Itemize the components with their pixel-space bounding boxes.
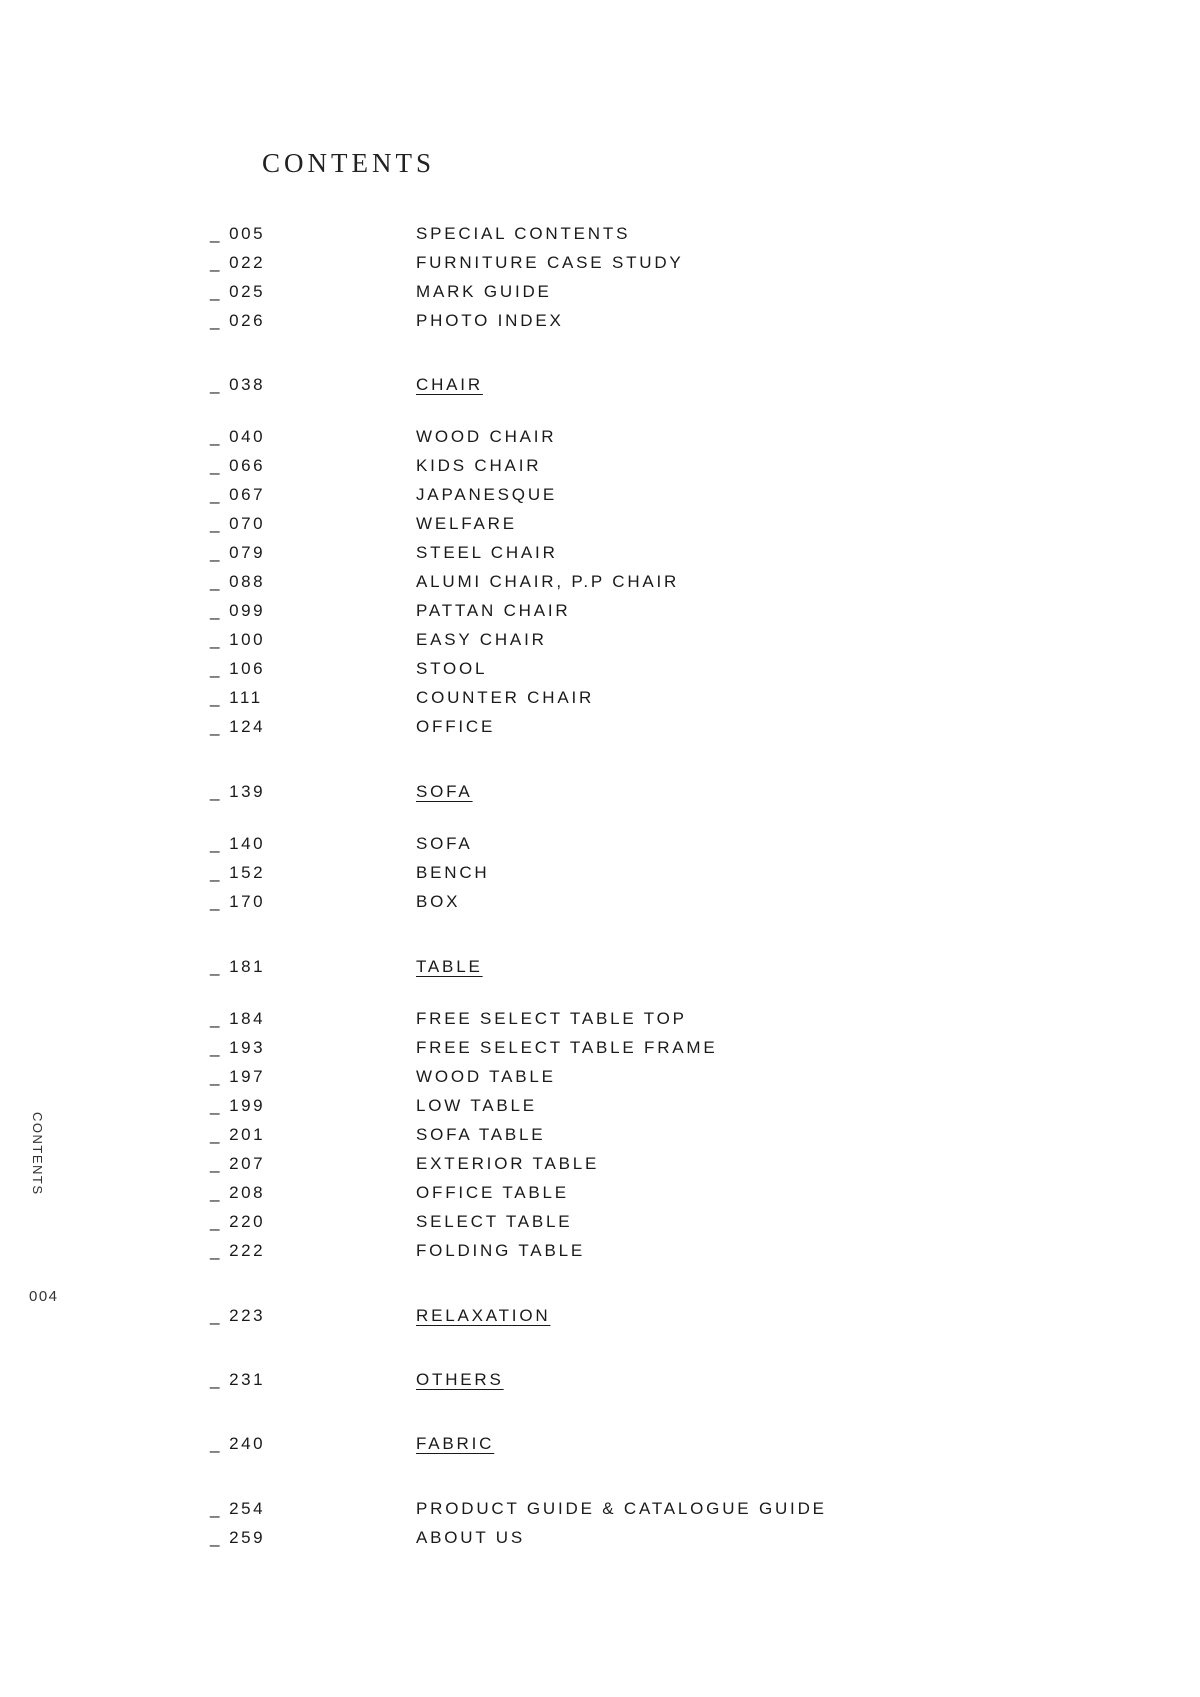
- toc-section-sofa[interactable]: [210, 782, 1110, 811]
- page-ref: _ 022: [210, 253, 266, 272]
- toc-entry[interactable]: [210, 282, 1110, 311]
- section-heading: OTHERS: [416, 1370, 504, 1389]
- toc-entry[interactable]: [210, 1067, 1110, 1096]
- toc-entry[interactable]: [210, 1499, 1110, 1528]
- entry-label: OFFICE: [416, 717, 496, 736]
- toc-entry[interactable]: [210, 427, 1110, 456]
- entry-label: FREE SELECT TABLE FRAME: [416, 1038, 718, 1057]
- toc-entry[interactable]: [210, 892, 1110, 921]
- entry-label: FOLDING TABLE: [416, 1241, 585, 1260]
- page-ref: _ 106: [210, 659, 266, 678]
- page-ref: _ 079: [210, 543, 266, 562]
- toc-entry[interactable]: [210, 1241, 1110, 1270]
- entry-label: PRODUCT GUIDE & CATALOGUE GUIDE: [416, 1499, 827, 1518]
- side-section-label: CONTENTS: [30, 1112, 45, 1196]
- page-ref: _ 067: [210, 485, 266, 504]
- page-title: CONTENTS: [262, 148, 435, 178]
- entry-label: BENCH: [416, 863, 490, 882]
- entry-label: WOOD TABLE: [416, 1067, 556, 1086]
- toc-section-relaxation[interactable]: [210, 1306, 1110, 1335]
- page-ref: _ 259: [210, 1528, 266, 1547]
- page-ref: _ 254: [210, 1499, 266, 1518]
- entry-label: COUNTER CHAIR: [416, 688, 595, 707]
- page-ref: _ 152: [210, 863, 266, 882]
- page-ref: _ 100: [210, 630, 266, 649]
- page-ref: _ 170: [210, 892, 266, 911]
- toc-entry[interactable]: [210, 1212, 1110, 1241]
- page-ref: _ 240: [210, 1434, 266, 1453]
- entry-label: LOW TABLE: [416, 1096, 537, 1115]
- entry-label: WELFARE: [416, 514, 517, 533]
- page-ref: _ 201: [210, 1125, 266, 1144]
- page-ref: _ 066: [210, 456, 266, 475]
- section-heading: RELAXATION: [416, 1306, 551, 1325]
- page-ref: _ 207: [210, 1154, 266, 1173]
- toc-entry[interactable]: [210, 630, 1110, 659]
- page-ref: _ 223: [210, 1306, 266, 1325]
- page-ref: _ 220: [210, 1212, 266, 1231]
- toc-entry[interactable]: [210, 1096, 1110, 1125]
- toc-entry[interactable]: [210, 1009, 1110, 1038]
- entry-label: SPECIAL CONTENTS: [416, 224, 631, 243]
- toc-section-chair[interactable]: [210, 375, 1110, 404]
- entry-label: JAPANESQUE: [416, 485, 558, 504]
- page-ref: _ 124: [210, 717, 266, 736]
- table-of-contents: [210, 224, 1110, 1557]
- toc-entry[interactable]: [210, 688, 1110, 717]
- entry-label: STEEL CHAIR: [416, 543, 558, 562]
- entry-label: WOOD CHAIR: [416, 427, 557, 446]
- entry-label: SOFA: [416, 834, 473, 853]
- toc-entry[interactable]: [210, 456, 1110, 485]
- page-ref: _ 199: [210, 1096, 266, 1115]
- page-ref: _ 099: [210, 601, 266, 620]
- toc-entry[interactable]: [210, 659, 1110, 688]
- page-ref: _ 139: [210, 782, 266, 801]
- toc-entry[interactable]: [210, 514, 1110, 543]
- page-ref: _ 222: [210, 1241, 266, 1260]
- page-ref: _ 005: [210, 224, 266, 243]
- page-ref: _ 208: [210, 1183, 266, 1202]
- toc-entry[interactable]: [210, 224, 1110, 253]
- toc-entry[interactable]: [210, 1154, 1110, 1183]
- page-ref: _ 231: [210, 1370, 266, 1389]
- section-heading: CHAIR: [416, 375, 483, 394]
- page-ref: _ 111: [210, 688, 263, 707]
- page-ref: _ 140: [210, 834, 266, 853]
- toc-entry[interactable]: [210, 311, 1110, 340]
- toc-entry[interactable]: [210, 485, 1110, 514]
- section-heading: FABRIC: [416, 1434, 495, 1453]
- page-ref: _ 088: [210, 572, 266, 591]
- entry-label: OFFICE TABLE: [416, 1183, 569, 1202]
- entry-label: SELECT TABLE: [416, 1212, 573, 1231]
- toc-entry[interactable]: [210, 717, 1110, 746]
- entry-label: ABOUT US: [416, 1528, 525, 1547]
- entry-label: FREE SELECT TABLE TOP: [416, 1009, 687, 1028]
- page-ref: _ 026: [210, 311, 266, 330]
- page-ref: _ 025: [210, 282, 266, 301]
- page-ref: _ 070: [210, 514, 266, 533]
- entry-label: EASY CHAIR: [416, 630, 547, 649]
- toc-entry[interactable]: [210, 863, 1110, 892]
- page-ref: _ 184: [210, 1009, 266, 1028]
- toc-entry[interactable]: [210, 1038, 1110, 1067]
- entry-label: EXTERIOR TABLE: [416, 1154, 600, 1173]
- toc-entry[interactable]: [210, 834, 1110, 863]
- page-ref: _ 038: [210, 375, 266, 394]
- page-ref: _ 181: [210, 957, 266, 976]
- page-ref: _ 040: [210, 427, 266, 446]
- toc-entry[interactable]: [210, 253, 1110, 282]
- toc-entry[interactable]: [210, 1125, 1110, 1154]
- entry-label: STOOL: [416, 659, 488, 678]
- page-number: 004: [29, 1288, 59, 1305]
- toc-entry[interactable]: [210, 601, 1110, 630]
- entry-label: ALUMI CHAIR, P.P CHAIR: [416, 572, 680, 591]
- toc-section-fabric[interactable]: [210, 1434, 1110, 1463]
- section-heading: SOFA: [416, 782, 473, 801]
- entry-label: SOFA TABLE: [416, 1125, 546, 1144]
- toc-entry[interactable]: [210, 1183, 1110, 1212]
- entry-label: FURNITURE CASE STUDY: [416, 253, 684, 272]
- entry-label: BOX: [416, 892, 461, 911]
- toc-section-others[interactable]: [210, 1370, 1110, 1399]
- toc-entry[interactable]: [210, 572, 1110, 601]
- toc-entry[interactable]: [210, 543, 1110, 572]
- toc-section-table[interactable]: [210, 957, 1110, 986]
- entry-label: MARK GUIDE: [416, 282, 552, 301]
- page-ref: _ 197: [210, 1067, 266, 1086]
- entry-label: PATTAN CHAIR: [416, 601, 571, 620]
- page-ref: _ 193: [210, 1038, 266, 1057]
- entry-label: PHOTO INDEX: [416, 311, 564, 330]
- section-heading: TABLE: [416, 957, 483, 976]
- entry-label: KIDS CHAIR: [416, 456, 542, 475]
- toc-entry[interactable]: [210, 1528, 1110, 1557]
